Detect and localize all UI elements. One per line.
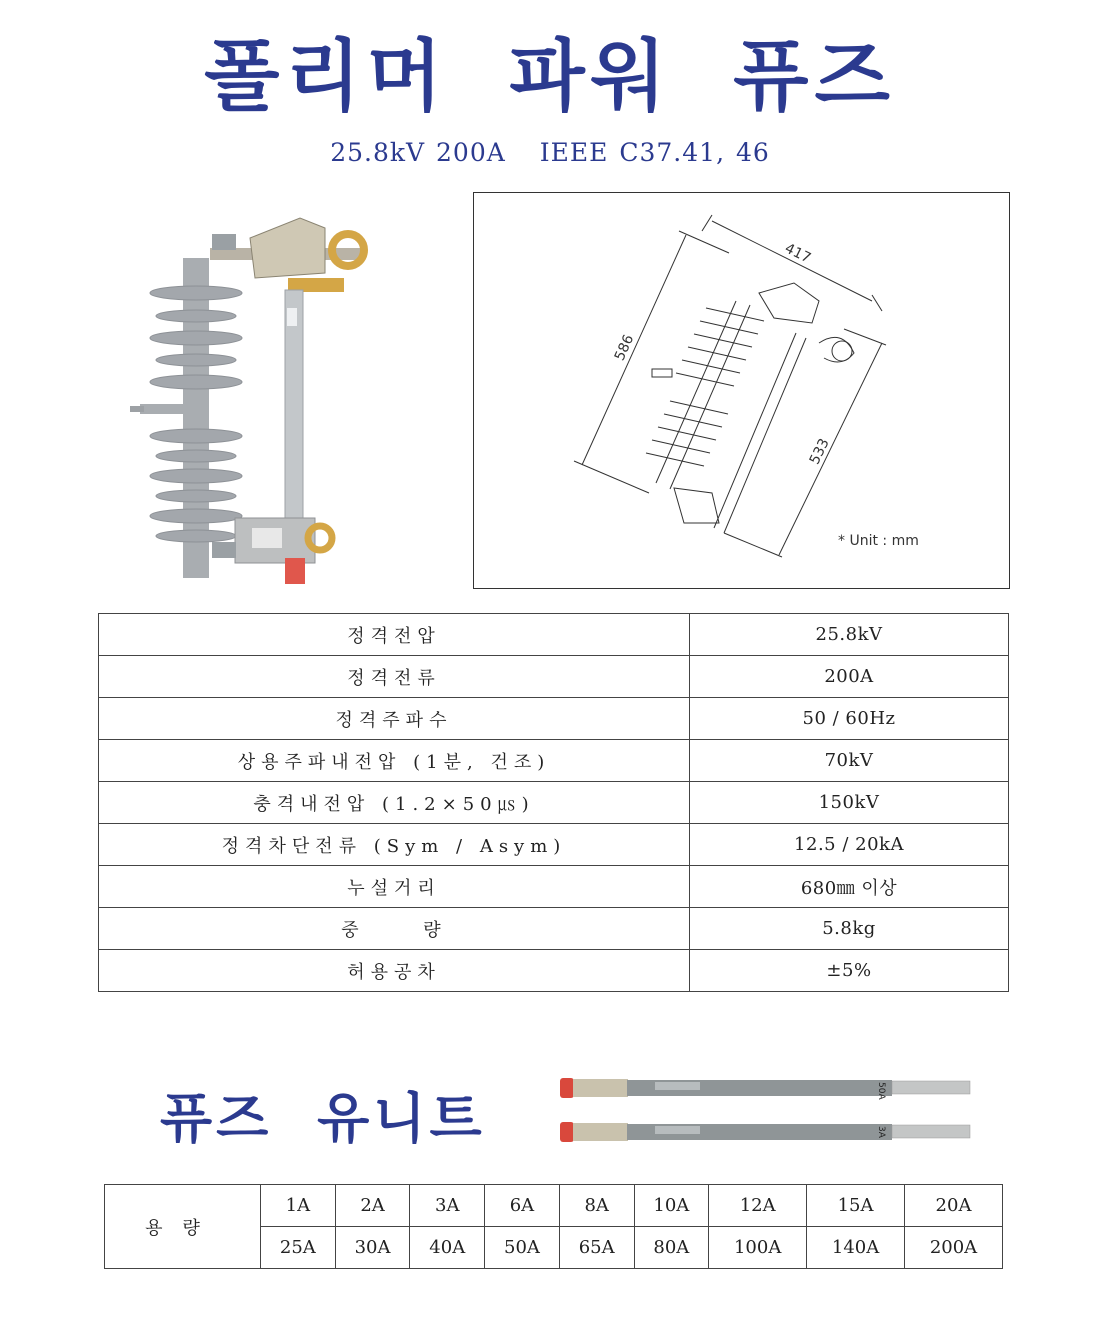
tube-label-top: 50A [876, 1082, 886, 1100]
capacity-cell: 40A [410, 1227, 485, 1269]
product-photo [120, 198, 420, 598]
spec-label: 중 량 [99, 908, 690, 950]
spec-value: 25.8kV [690, 614, 1009, 656]
capacity-cell: 2A [335, 1185, 410, 1227]
fuse-unit-photo [555, 1070, 975, 1152]
dim-width-label: 417 [782, 240, 814, 267]
capacity-cell: 140A [807, 1227, 905, 1269]
spec-label: 정격차단전류 (Sym / Asym) [99, 824, 690, 866]
table-row [99, 824, 1009, 866]
fuse-unit-title: 퓨즈 유니트 [160, 1087, 486, 1150]
table-row [99, 950, 1009, 992]
tube-label-bottom: 3A [876, 1126, 886, 1138]
table-row [105, 1185, 1003, 1227]
spec-value: 50 / 60Hz [690, 698, 1009, 740]
spec-value: 150kV [690, 782, 1009, 824]
capacity-cell: 10A [634, 1185, 709, 1227]
spec-label: 정격전류 [99, 656, 690, 698]
spec-value: 12.5 / 20kA [690, 824, 1009, 866]
capacity-cell: 30A [335, 1227, 410, 1269]
dim-height-label: 586 [611, 332, 638, 364]
table-row [99, 698, 1009, 740]
capacity-cell: 3A [410, 1185, 485, 1227]
fuse-tube-bottom [560, 1122, 970, 1142]
rating-text: 25.8kV 200A [330, 138, 506, 167]
table-row [99, 782, 1009, 824]
spec-label: 정격주파수 [99, 698, 690, 740]
capacity-table [104, 1184, 1003, 1269]
table-row [99, 740, 1009, 782]
top-contact-hood [250, 218, 325, 278]
spec-label: 충격내전압 (1.2×50㎲) [99, 782, 690, 824]
spec-label: 누설거리 [99, 866, 690, 908]
table-row [99, 908, 1009, 950]
capacity-cell: 200A [905, 1227, 1003, 1269]
dimension-drawing [473, 192, 1010, 589]
fuse-tube-top [560, 1078, 970, 1100]
spec-label: 정격전압 [99, 614, 690, 656]
drawing-sheds [646, 308, 764, 466]
spec-value: 5.8kg [690, 908, 1009, 950]
capacity-cell: 80A [634, 1227, 709, 1269]
capacity-cell: 20A [905, 1185, 1003, 1227]
page-subtitle [0, 138, 1100, 167]
dim-length-label: 533 [806, 436, 833, 468]
capacity-cell: 6A [485, 1185, 560, 1227]
capacity-cell: 100A [709, 1227, 807, 1269]
spec-value: 200A [690, 656, 1009, 698]
spec-table [98, 613, 1009, 992]
capacity-cell: 50A [485, 1227, 560, 1269]
capacity-header: 용량 [105, 1185, 261, 1269]
capacity-cell: 12A [709, 1185, 807, 1227]
spec-value: ±5% [690, 950, 1009, 992]
table-row [99, 866, 1009, 908]
spec-value: 70kV [690, 740, 1009, 782]
spec-label: 상용주파내전압 (1분, 건조) [99, 740, 690, 782]
standard-text: IEEE C37.41, 46 [539, 138, 770, 167]
capacity-cell: 15A [807, 1185, 905, 1227]
capacity-cell: 1A [261, 1185, 336, 1227]
capacity-cell: 25A [261, 1227, 336, 1269]
unit-note: * Unit : mm [838, 533, 919, 549]
page-title: 폴리머 파워 퓨즈 [204, 32, 896, 122]
spec-label: 허용공차 [99, 950, 690, 992]
table-row [99, 656, 1009, 698]
spec-value: 680㎜ 이상 [690, 866, 1009, 908]
capacity-cell: 65A [559, 1227, 634, 1269]
table-row [99, 614, 1009, 656]
capacity-cell: 8A [559, 1185, 634, 1227]
